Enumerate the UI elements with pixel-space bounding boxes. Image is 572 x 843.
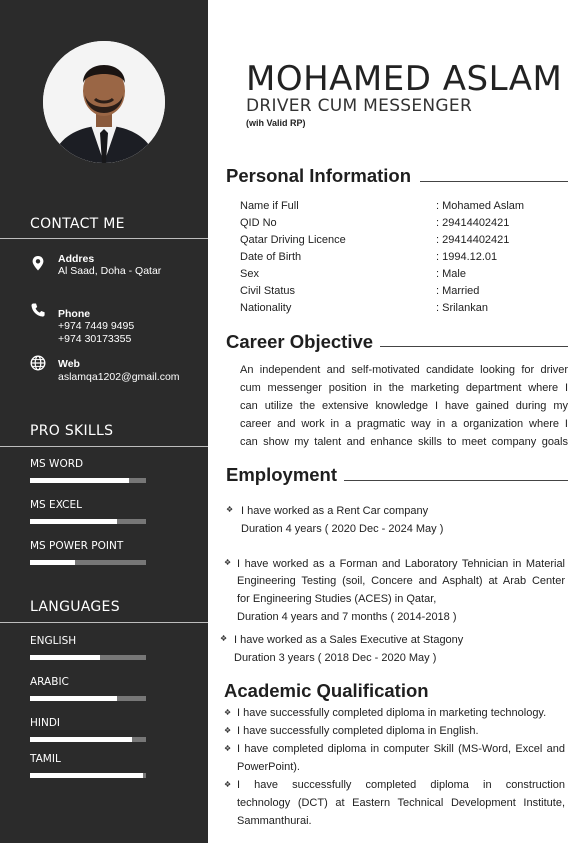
- language-bar-fill: [30, 773, 143, 778]
- objective-title-rule: [380, 346, 568, 347]
- academic-line: I have completed diploma in computer Skill (MS-Word, Excel and: [237, 743, 565, 755]
- personal-field-label: Name if Full: [240, 200, 299, 212]
- language-bar: [30, 655, 146, 660]
- academic-line: Sammanthurai.: [237, 815, 312, 827]
- bullet-diamond-icon: ❖: [224, 780, 232, 789]
- skill-bar-fill: [30, 519, 117, 524]
- contact-section-title: CONTACT ME: [30, 216, 125, 232]
- objective-line: cum messenger position in the marketing department where I: [240, 382, 568, 394]
- bullet-diamond-icon: ❖: [224, 708, 232, 717]
- phone-number-1: +974 7449 9495: [58, 320, 135, 332]
- employment-line: Engineering Testing (soil, Concere and Asphalt) at Arab Center: [237, 575, 565, 587]
- bullet-diamond-icon: ❖: [220, 634, 228, 643]
- personal-field-value: : Srilankan: [436, 302, 488, 314]
- languages-section-title: LANGUAGES: [30, 599, 120, 615]
- personal-field-label: Civil Status: [240, 285, 296, 297]
- bullet-diamond-icon: ❖: [224, 726, 232, 735]
- skill-bar: [30, 560, 146, 565]
- skill-bar-fill: [30, 478, 129, 483]
- bullet-diamond-icon: ❖: [224, 558, 232, 567]
- language-name: ENGLISH: [30, 635, 77, 647]
- language-bar: [30, 696, 146, 701]
- address-value: Al Saad, Doha - Qatar: [58, 265, 162, 277]
- person-portrait-icon: [43, 41, 165, 163]
- location-pin-icon: [30, 255, 46, 271]
- objective-line: can show my talent and enhance skills to meet company goals: [240, 436, 568, 448]
- personal-field-value: : 1994.12.01: [436, 251, 498, 263]
- personal-title-rule: [420, 181, 568, 182]
- employment-line: Duration 4 years ( 2020 Dec - 2024 May ): [241, 523, 444, 535]
- personal-field-value: : Male: [436, 268, 466, 280]
- language-name: ARABIC: [30, 676, 69, 688]
- personal-section-title: Personal Information: [226, 165, 412, 186]
- globe-icon: [30, 355, 46, 371]
- web-value: aslamqa1202@gmail.com: [58, 371, 180, 383]
- skill-bar-fill: [30, 560, 75, 565]
- personal-field-label: Date of Birth: [240, 251, 302, 263]
- language-bar-fill: [30, 737, 132, 742]
- phone-label: Phone: [58, 308, 91, 320]
- personal-field-label: Qatar Driving Licence: [240, 234, 346, 246]
- objective-line: career and work in a pragmatic way in a organization where I: [240, 418, 568, 430]
- skill-bar: [30, 519, 146, 524]
- language-bar-fill: [30, 696, 117, 701]
- job-title: DRIVER CUM MESSENGER: [246, 96, 473, 116]
- objective-line: An independent and self-motivated candidate looking for driver: [240, 364, 568, 376]
- academic-line: PowerPoint).: [237, 761, 300, 773]
- employment-line: Duration 4 years and 7 months ( 2014-2018 ): [237, 611, 457, 623]
- personal-field-label: Nationality: [240, 302, 292, 314]
- language-bar-fill: [30, 655, 100, 660]
- employment-line: I have worked as a Sales Executive at Stagony: [234, 634, 464, 646]
- skill-name: MS POWER POINT: [30, 540, 124, 552]
- objective-line: can utilize the extensive knowledge I have gained during my: [240, 400, 568, 412]
- contact-divider: [0, 238, 208, 239]
- objective-section-title: Career Objective: [226, 331, 374, 352]
- skill-name: MS WORD: [30, 458, 84, 470]
- web-label: Web: [58, 358, 80, 370]
- employment-line: for Engineering Studies (ACES) in Qatar,: [237, 593, 437, 605]
- academic-line: I have successfully completed diploma in marketing technology.: [237, 707, 547, 719]
- academic-line: I have successfully completed diploma in construction: [237, 779, 565, 791]
- profile-photo: [43, 41, 165, 163]
- skills-section-title: PRO SKILLS: [30, 423, 114, 439]
- employment-section-title: Employment: [226, 464, 338, 485]
- bullet-diamond-icon: ❖: [224, 744, 232, 753]
- personal-field-label: Sex: [240, 268, 259, 280]
- skills-divider: [0, 446, 208, 447]
- candidate-name: MOHAMED ASLAM: [246, 59, 563, 99]
- employment-line: I have worked as a Rent Car company: [241, 505, 429, 517]
- personal-field-label: QID No: [240, 217, 277, 229]
- job-title-note: (wih Valid RP): [246, 118, 306, 128]
- sidebar: [0, 0, 208, 843]
- academic-line: technology (DCT) at Eastern Technical Development Institute,: [237, 797, 565, 809]
- personal-field-value: : 29414402421: [436, 234, 510, 246]
- academic-line: I have successfully completed diploma in English.: [237, 725, 479, 737]
- personal-field-value: : 29414402421: [436, 217, 510, 229]
- personal-field-value: : Mohamed Aslam: [436, 200, 525, 212]
- employment-title-rule: [344, 480, 568, 481]
- language-bar: [30, 773, 146, 778]
- address-label: Addres: [58, 253, 95, 265]
- language-name: HINDI: [30, 717, 61, 729]
- employment-line: Duration 3 years ( 2018 Dec - 2020 May ): [234, 652, 437, 664]
- academic-section-title: Academic Qualification: [224, 680, 429, 701]
- personal-field-value: : Married: [436, 285, 480, 297]
- phone-icon: [30, 302, 46, 318]
- language-bar: [30, 737, 146, 742]
- skill-bar: [30, 478, 146, 483]
- language-name: TAMIL: [30, 753, 61, 765]
- phone-number-2: +974 30173355: [58, 333, 132, 345]
- languages-divider: [0, 622, 208, 623]
- skill-name: MS EXCEL: [30, 499, 82, 511]
- bullet-diamond-icon: ❖: [226, 505, 234, 514]
- employment-line: I have worked as a Forman and Laboratory Tehnician in Material: [237, 558, 565, 570]
